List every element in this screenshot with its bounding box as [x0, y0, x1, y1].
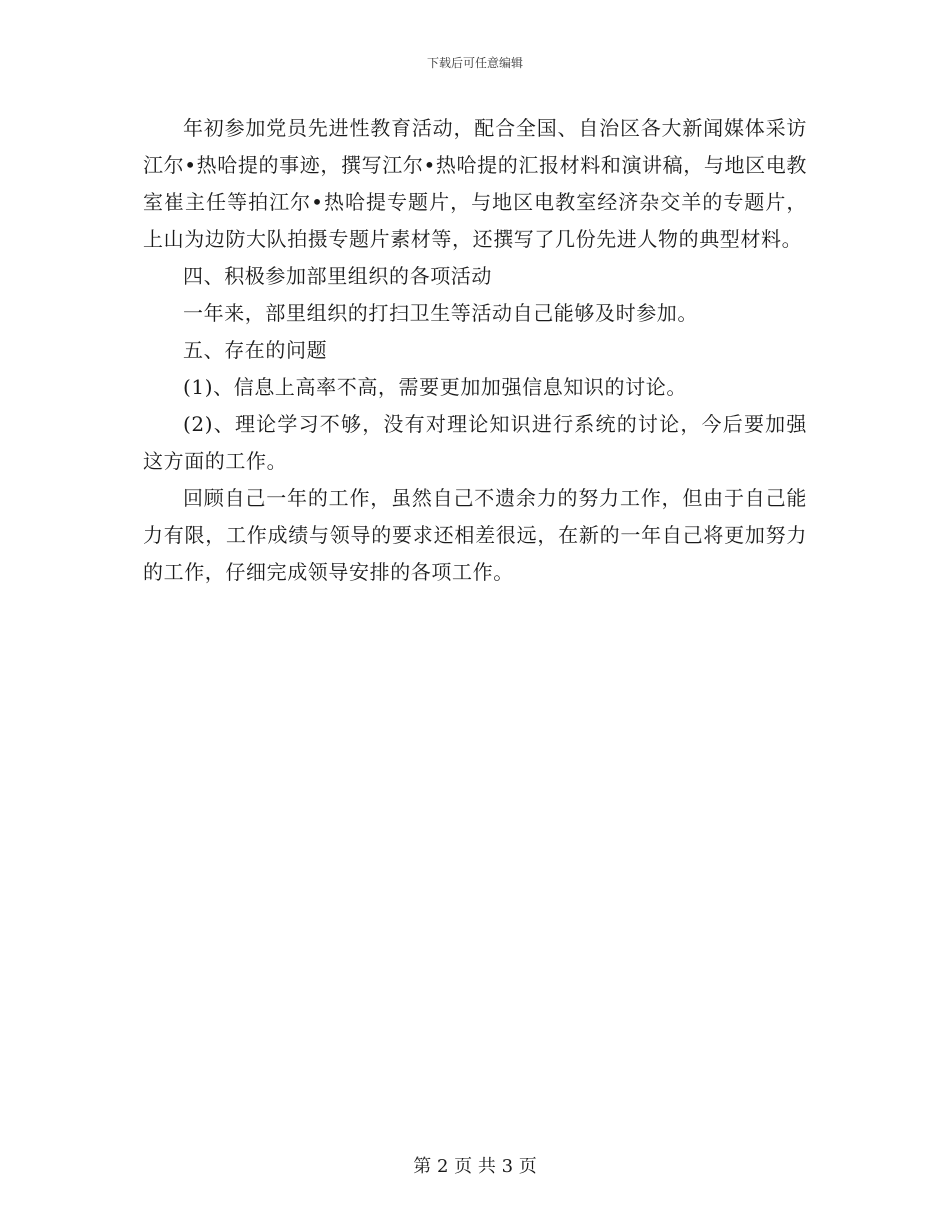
header-note: 下载后可任意编辑: [426, 56, 523, 70]
section-heading-problems: 五、存在的问题: [183, 338, 328, 362]
paragraph-conclusion: 回顾自己一年的工作，虽然自己不遗余力的努力工作，但由于自己能力有限，工作成绩与领导的要求还相差很远，在新的一年自己将更加努力的工作，仔细完成领导安排的各项工作。: [143, 486, 807, 584]
section-heading-activities: 四、积极参加部里组织的各项活动: [183, 264, 492, 288]
problem-item-1: (1)、信息上高率不高，需要更加加强信息知识的讨论。: [183, 375, 687, 399]
document-body: [143, 110, 807, 591]
paragraph-publicity-work: 年初参加党员先进性教育活动，配合全国、自治区各大新闻媒体采访江尔•热哈提的事迹，撰写江尔•热哈提的汇报材料和演讲稿，与地区电教室崔主任等拍江尔•热哈提专题片，与地区电教室经济杂交羊的专题片，上山为边防大队拍摄专题片素材等，还撰写了几份先进人物的典型材料。: [143, 116, 807, 251]
problem-item-2: (2)、理论学习不够，没有对理论知识进行系统的讨论，今后要加强这方面的工作。: [143, 412, 807, 473]
page-number: 第 2 页 共 3 页: [413, 1156, 537, 1177]
paragraph-activities: 一年来，部里组织的打扫卫生等活动自己能够及时参加。: [183, 301, 698, 325]
